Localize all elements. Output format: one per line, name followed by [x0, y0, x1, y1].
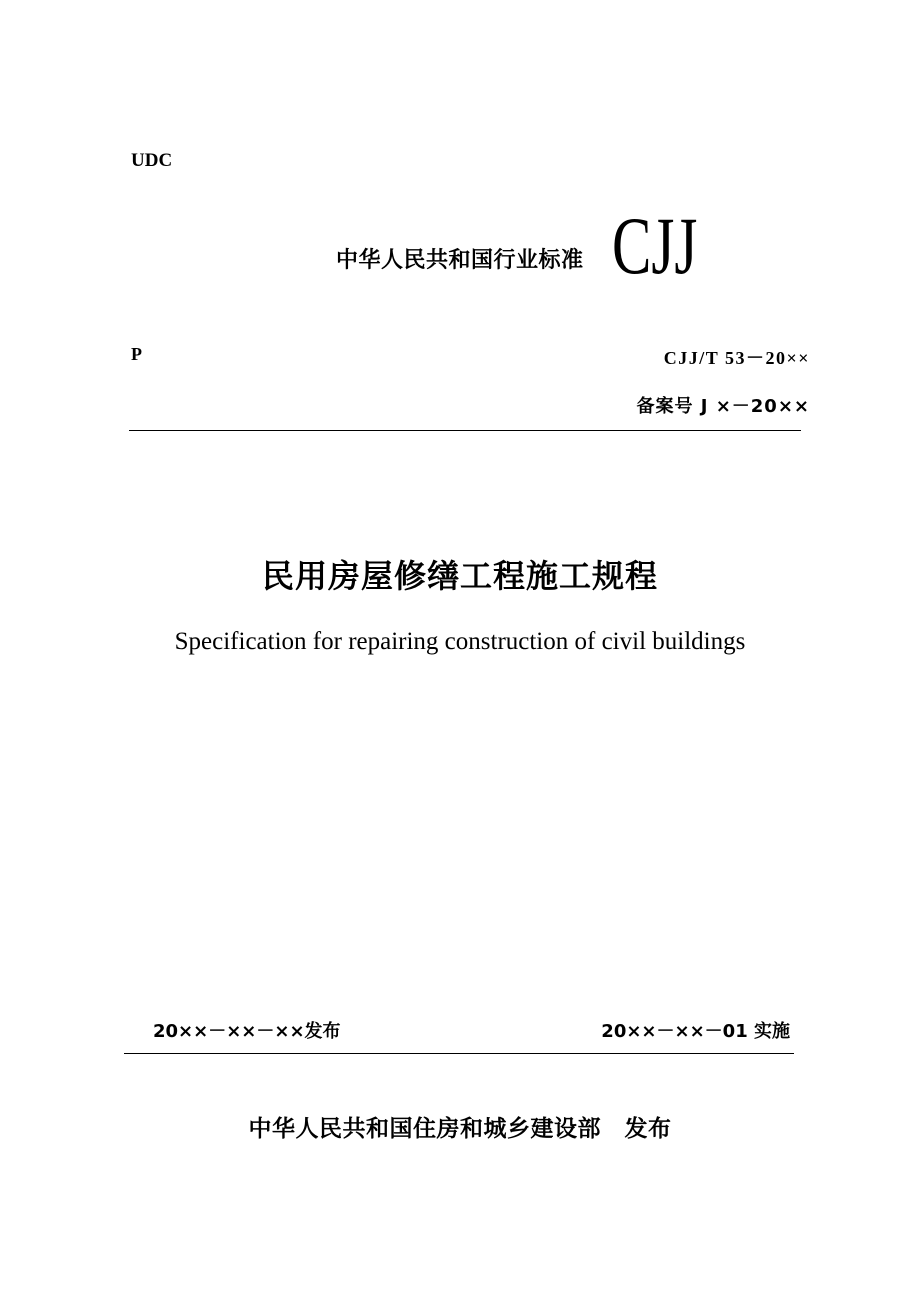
issuing-authority: 中华人民共和国住房和城乡建设部 发布 [248, 1116, 672, 1142]
standard-number: CJJ/T 53－20×× [663, 348, 810, 368]
effective-date: 20××－××－01 实施 [601, 1021, 790, 1042]
top-divider [129, 430, 801, 431]
record-number: 备案号 J ×－20×× [636, 396, 810, 417]
publish-date: 20××－××－××发布 [153, 1021, 341, 1042]
document-title-chinese: 民用房屋修缮工程施工规程 [261, 557, 658, 595]
udc-label: UDC [131, 150, 173, 171]
classification-code: P [131, 344, 142, 364]
standard-code-logo: CJJ [612, 200, 698, 291]
standard-category-label: 中华人民共和国行业标准 [336, 248, 584, 273]
document-title-english: Specification for repairing construction of civil buildings [174, 628, 746, 655]
bottom-divider [124, 1053, 794, 1054]
